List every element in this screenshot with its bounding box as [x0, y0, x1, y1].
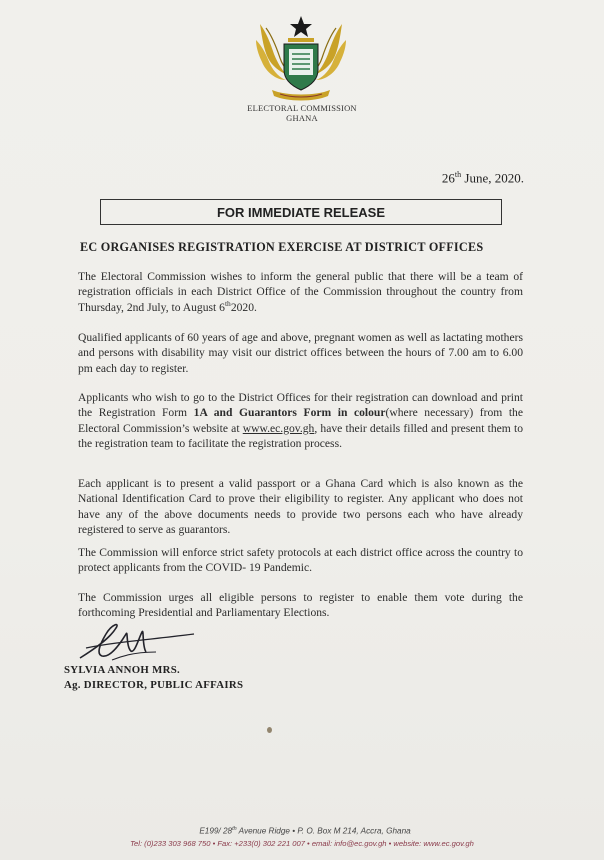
signatory-title: Ag. DIRECTOR, PUBLIC AFFAIRS	[64, 679, 244, 691]
footer-contact: Tel: (0)233 303 968 750 • Fax: +233(0) 302 221 007 • email: info@ec.gov.gh • website: www.ec.gov.gh	[130, 839, 474, 848]
paper-speck	[267, 727, 272, 733]
p1-text: The Electoral Commission wishes to inform the general public that there will be a team of registration officials in each District Office of the Commission throughout the country from Thursday, 2nd July, to August 6	[78, 270, 523, 314]
date-day: 26	[441, 170, 455, 186]
release-date	[442, 170, 524, 186]
signatory-name: SYLVIA ANNOH MRS.	[64, 664, 180, 676]
p3-part-b: (where necessary) from the Electoral Commission’s website at	[78, 406, 524, 435]
footer-address	[140, 826, 470, 836]
p1-sup: th	[224, 298, 231, 308]
footer-addr-a: E199/ 28	[199, 826, 233, 836]
ghana-coat-of-arms-logo	[252, 14, 350, 104]
website-link[interactable]: www.ec.gov.gh	[242, 421, 315, 435]
paragraph-1	[78, 269, 523, 315]
p3-bold: 1A and Guarantors Form in colour	[193, 406, 386, 420]
paragraph-4: Each applicant is to present a valid passport or a Ghana Card which is also known as the National Identification Card to prove their eligibility to register. Any applicant who does not have any of the above documents needs to provide two persons each who have already registered to serve as guarantors.	[78, 477, 523, 537]
p3-part-c: , have their details filled and present them to the registration team to facilitate the registration process.	[78, 421, 523, 451]
p1-end: 2020.	[230, 300, 257, 314]
paragraph-6: The Commission urges all eligible persons to register to enable them vote during the forthcoming Presidential and Parliamentary Elections.	[78, 591, 523, 620]
paragraph-2: Qualified applicants of 60 years of age and above, pregnant women as well as lactating mothers and persons with disability may visit our district offices between the hours of 7.00 am to 6.00 pm each day to register.	[78, 331, 523, 375]
paragraph-5: The Commission will enforce strict safety protocols at each district office across the country to protect applicants from the COVID- 19 Pandemic.	[78, 546, 523, 575]
date-suffix: th	[454, 170, 462, 179]
signatory-block	[64, 663, 243, 693]
headline: EC ORGANISES REGISTRATION EXERCISE AT DISTRICT OFFICES	[80, 240, 484, 254]
date-rest: June, 2020.	[461, 170, 524, 186]
footer-addr-sup: th	[232, 826, 237, 832]
release-label: FOR IMMEDIATE RELEASE	[216, 204, 386, 220]
handwritten-signature	[76, 618, 196, 668]
paragraph-3	[78, 390, 523, 452]
organisation-name	[200, 103, 404, 123]
org-name-line2: GHANA	[286, 113, 318, 123]
org-name-line1: ELECTORAL COMMISSION	[247, 103, 357, 113]
p3-part-a: Applicants who wish to go to the District Offices for their registration can download and print the Registration Form	[78, 391, 523, 420]
release-label-box	[100, 199, 502, 225]
footer-addr-b: Avenue Ridge • P. O. Box M 214, Accra, Ghana	[236, 826, 411, 836]
